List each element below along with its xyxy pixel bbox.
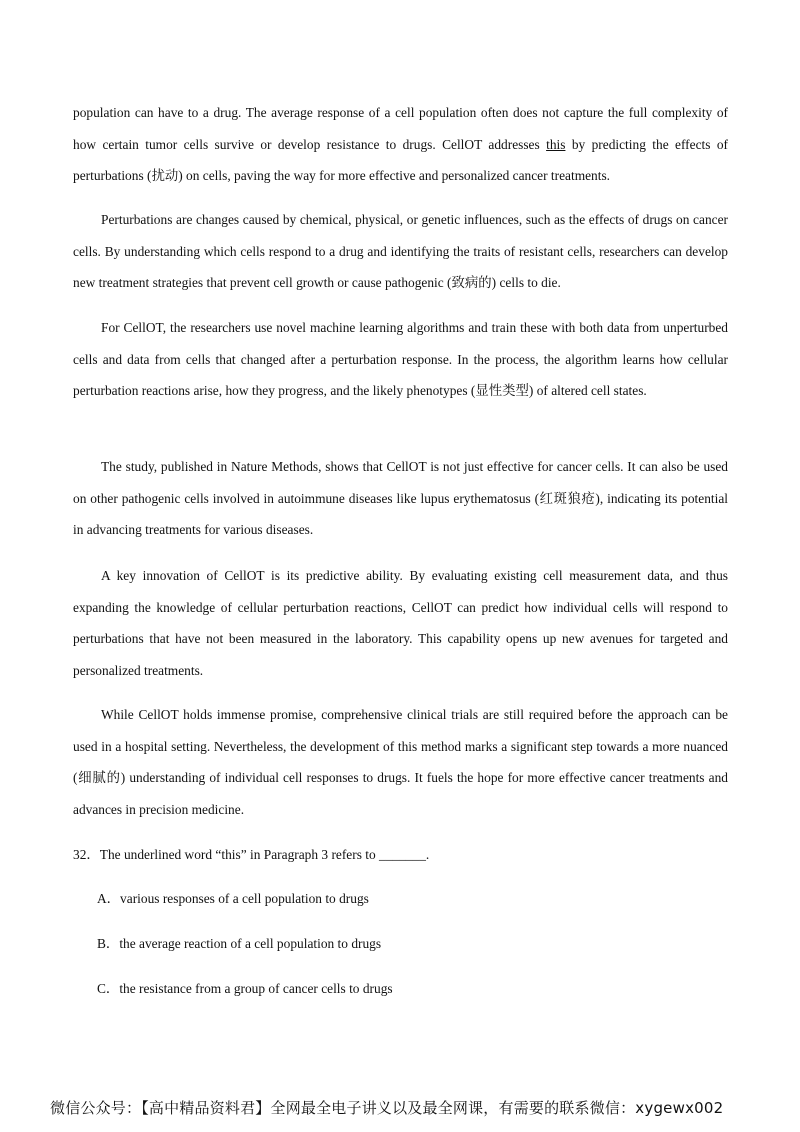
paragraph-1-before: population can have to a drug. The average response of a cell population often does not capture the full complexity of how certain tumor cells survive or develop resistance to drugs. CellOT addresses [73, 105, 728, 152]
paragraph-6: While CellOT holds immense promise, comprehensive clinical trials are still required before the approach can be used in a hospital setting. Nevertheless, the development of this method marks a significant step towards a more nuanced (细腻的) understanding of individual cell responses to drugs. It fuels the hope for more effective cancer treatments and advances in precision medicine. [73, 707, 728, 817]
option-c[interactable]: C．the resistance from a group of cancer cells to drugs [97, 981, 393, 996]
paragraph-1-after: by predicting the effects of perturbations (扰动) on cells, paving the way for more effective and personalized cancer treatments. [73, 136, 728, 183]
paragraph-1 [73, 97, 728, 192]
paragraph-2: Perturbations are changes caused by chemical, physical, or genetic influences, such as the effects of drugs on cancer cells. By understanding which cells respond to a drug and identifying the traits of resistant cells, researchers can develop new treatment strategies that prevent cell growth or cause pathogenic (致病的) cells to die. [73, 212, 728, 290]
question-32: 32．The underlined word “this” in Paragraph 3 refers to _______. [73, 847, 430, 862]
option-b[interactable]: B．the average reaction of a cell population to drugs [97, 936, 382, 951]
option-a[interactable]: A．various responses of a cell population to drugs [97, 891, 369, 906]
underlined-word-this: this [546, 136, 566, 152]
paragraph-4: The study, published in Nature Methods, shows that CellOT is not just effective for cancer cells. It can also be used on other pathogenic cells involved in autoimmune diseases like lupus erythematosus (红斑狼疮), indicating its potential in advancing treatments for various diseases. [73, 459, 728, 537]
paragraph-5: A key innovation of CellOT is its predictive ability. By evaluating existing cell measurement data, and thus expanding the knowledge of cellular perturbation reactions, CellOT can predict how individual cells will respond to perturbations that have not been measured in the laboratory. This capability opens up new avenues for targeted and personalized treatments. [73, 568, 728, 678]
footer-watermark: 微信公众号：【高中精品资料君】全网最全电子讲义以及最全网课，有需要的联系微信：xygewx002 [50, 1099, 724, 1117]
paragraph-3: For CellOT, the researchers use novel machine learning algorithms and train these with both data from unperturbed cells and data from cells that changed after a perturbation response. In the process, the algorithm learns how cellular perturbation reactions arise, how they progress, and the likely phenotypes (显性类型) of altered cell states. [73, 320, 728, 398]
